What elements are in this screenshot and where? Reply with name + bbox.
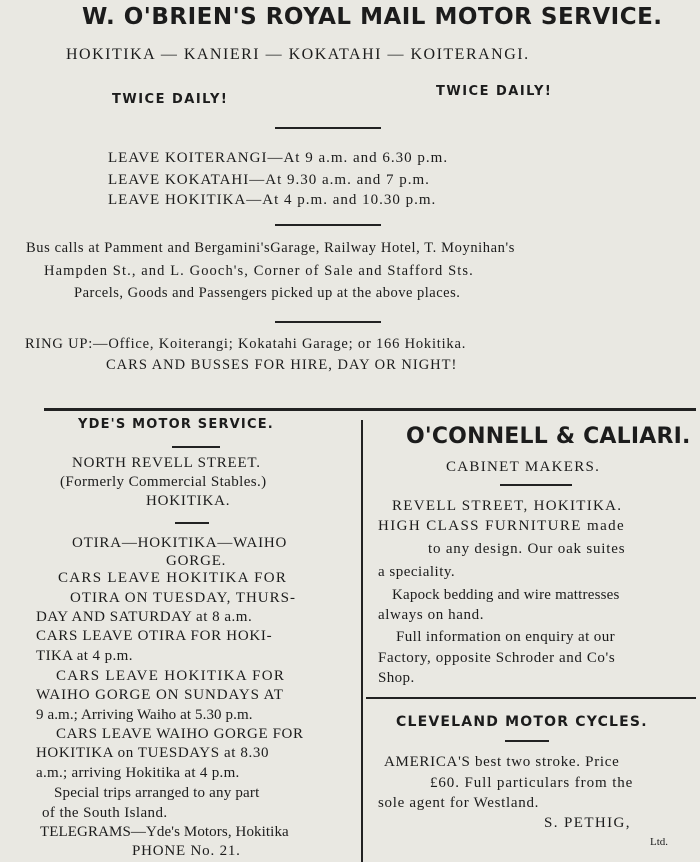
yde-line: CARS LEAVE HOKITIKA FOR [58,570,288,586]
obrien-title: W. O'BRIEN'S ROYAL MAIL MOTOR SERVICE. [82,4,663,30]
section-separator [44,408,696,411]
oconnell-address: REVELL STREET, HOKITIKA. [392,498,623,514]
cleveland-signature-sub: Ltd. [650,836,669,848]
divider [505,740,549,742]
divider [172,446,220,448]
leave-kokatahi: LEAVE KOKATAHI—At 9.30 a.m. and 7 p.m. [108,172,430,188]
yde-title: YDE'S MOTOR SERVICE. [78,417,274,432]
cleveland-signature: S. PETHIG, [544,815,631,831]
bus-line-1: Bus calls at Pamment and Bergamini'sGarage, Railway Hotel, T. Moynihan's [26,240,515,256]
cleveland-line: sole agent for Westland. [378,795,540,811]
yde-line: DAY AND SATURDAY at 8 a.m. [36,609,253,625]
oconnell-line: to any design. Our oak suites [428,541,626,557]
leave-koiterangi: LEAVE KOITERANGI—At 9 a.m. and 6.30 p.m. [108,150,449,166]
yde-address-town: HOKITIKA. [146,493,231,509]
oconnell-line: HIGH CLASS FURNITURE made [378,518,626,534]
yde-line: HOKITIKA on TUESDAYS at 8.30 [36,745,270,761]
yde-address-formerly: (Formerly Commercial Stables.) [60,474,267,490]
oconnell-line: always on hand. [378,607,485,623]
oconnell-title: O'CONNELL & CALIARI. [406,424,691,449]
yde-line: TIKA at 4 p.m. [36,648,133,664]
cleveland-line: £60. Full particulars from the [430,775,634,791]
yde-line: CARS LEAVE WAIHO GORGE FOR [56,726,304,742]
oconnell-line: Factory, opposite Schroder and Co's [378,650,616,666]
yde-line: a.m.; arriving Hokitika at 4 p.m. [36,765,240,781]
oconnell-line: Full information on enquiry at our [396,629,615,645]
yde-line: CARS LEAVE OTIRA FOR HOKI- [36,628,273,644]
divider [275,127,381,129]
section-separator [366,697,696,699]
leave-hokitika: LEAVE HOKITIKA—At 4 p.m. and 10.30 p.m. [108,192,437,208]
yde-phone: PHONE No. 21. [132,843,241,859]
yde-line: Special trips arranged to any part [54,785,260,801]
oconnell-line: Kapock bedding and wire mattresses [392,587,620,603]
oconnell-line: Shop. [378,670,415,686]
cleveland-line: AMERICA'S best two stroke. Price [384,754,620,770]
yde-telegrams: TELEGRAMS—Yde's Motors, Hokitika [40,824,289,840]
yde-address-street: NORTH REVELL STREET. [72,455,261,471]
ring-up: RING UP:—Office, Koiterangi; Kokatahi Garage; or 166 Hokitika. [25,336,467,352]
yde-line: WAIHO GORGE ON SUNDAYS AT [36,687,284,703]
yde-line: of the South Island. [42,805,168,821]
bus-line-3: Parcels, Goods and Passengers picked up at the above places. [74,285,461,301]
twice-daily-right: TWICE DAILY! [436,84,553,99]
yde-line: OTIRA ON TUESDAY, THURS- [70,590,296,606]
divider [500,484,572,486]
oconnell-line: a speciality. [378,564,456,580]
twice-daily-left: TWICE DAILY! [112,92,229,107]
yde-route: OTIRA—HOKITIKA—WAIHO [72,535,288,551]
divider [275,224,381,226]
obrien-route: HOKITIKA — KANIERI — KOKATAHI — KOITERANGI. [66,46,530,63]
bus-line-2: Hampden St., and L. Gooch's, Corner of Sale and Stafford Sts. [44,263,474,279]
cars-for-hire: CARS AND BUSSES FOR HIRE, DAY OR NIGHT! [106,357,458,373]
column-separator [361,420,363,862]
yde-route-gorge: GORGE. [166,553,227,569]
divider [175,522,209,524]
yde-line: CARS LEAVE HOKITIKA FOR [56,668,286,684]
yde-line: 9 a.m.; Arriving Waiho at 5.30 p.m. [36,707,253,723]
cleveland-title: CLEVELAND MOTOR CYCLES. [396,714,648,730]
divider [275,321,381,323]
oconnell-subtitle: CABINET MAKERS. [446,459,601,475]
